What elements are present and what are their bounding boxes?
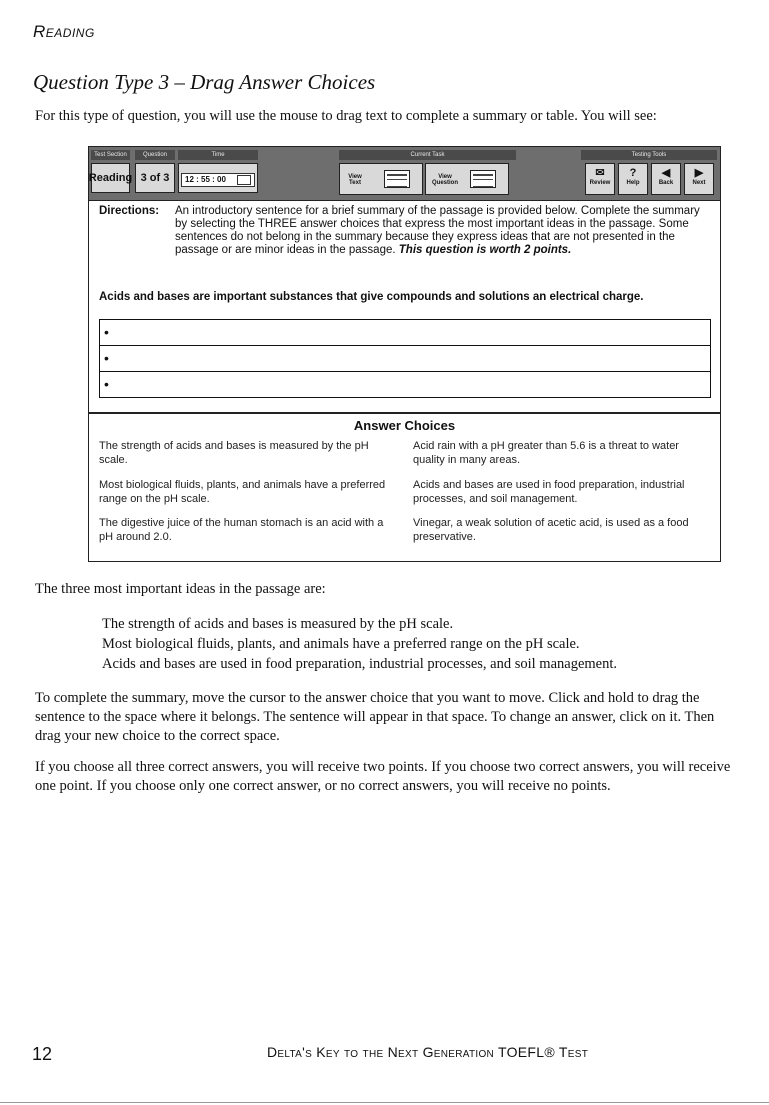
back-arrow-icon: ◀ xyxy=(661,167,671,179)
time-label: Time xyxy=(178,150,258,160)
answer-choice[interactable]: Most biological fluids, plants, and animals have a preferred range on the pH scale. xyxy=(99,479,386,505)
directions-label: Directions: xyxy=(99,205,160,217)
view-question-label: View Question xyxy=(431,174,458,186)
next-button[interactable] xyxy=(684,163,714,195)
answer-choice[interactable]: The digestive juice of the human stomach is an acid with a pH around 2.0. xyxy=(99,517,384,543)
bottom-rule xyxy=(0,1102,769,1103)
hide-time-toggle[interactable] xyxy=(237,175,251,185)
summary-drop-slot-3[interactable] xyxy=(99,371,711,398)
help-label: Help xyxy=(626,180,640,186)
next-arrow-icon: ▶ xyxy=(694,167,704,179)
current-task-label: Current Task xyxy=(339,150,516,160)
help-button[interactable] xyxy=(618,163,648,195)
window-icon xyxy=(384,170,410,188)
answer-choice[interactable]: Vinegar, a weak solution of acetic acid, is used as a food preservative. xyxy=(413,517,689,543)
time-display: 12 : 55 : 00 xyxy=(181,173,255,187)
review-button[interactable] xyxy=(585,163,615,195)
review-icon: ✉ xyxy=(595,167,605,179)
window-icon xyxy=(470,170,496,188)
scoring-paragraph: If you choose all three correct answers, you will receive two points. If you choose two correct answers, you will receive one point. If you choose only one correct answer, or no correct answers, you will receive no points. xyxy=(35,759,731,794)
back-button[interactable] xyxy=(651,163,681,195)
test-section-label: Test Section xyxy=(91,150,130,160)
idea-item: Acids and bases are used in food preparation, industrial processes, and soil management. xyxy=(102,656,618,672)
review-label: Review xyxy=(589,180,611,186)
instructions-paragraph: To complete the summary, move the cursor to the answer choice that you want to move. Click and hold to drag the sentence to the space where it belongs. The sentence will appear in that space. To change an answer, click on it. Then drag your new choice to the correct space. xyxy=(35,690,715,744)
view-text-button[interactable] xyxy=(339,163,423,195)
question-label: Question xyxy=(135,150,175,160)
view-question-button[interactable] xyxy=(425,163,509,195)
ideas-lead: The three most important ideas in the passage are: xyxy=(35,581,326,597)
test-section-value: Reading xyxy=(91,163,130,193)
idea-item: Most biological fluids, plants, and animals have a preferred range on the pH scale. xyxy=(102,636,580,652)
test-toolbar xyxy=(89,147,720,201)
directions-body: An introductory sentence for a brief summary of the passage is provided below. Complete the summary by selecting the THREE answer choices that express the most important ideas in the passage. Some sentences do not belong in the summary because they express ideas that are not presented in the passage or are minor ideas in the passage. xyxy=(175,205,700,256)
view-text-label: View Text xyxy=(348,174,362,186)
page-number: 12 xyxy=(32,1044,53,1064)
idea-item: The strength of acids and bases is measured by the pH scale. xyxy=(102,616,454,632)
answer-choice[interactable]: Acids and bases are used in food preparation, industrial processes, and soil management. xyxy=(413,479,685,505)
next-label: Next xyxy=(692,180,706,186)
directions-points-note: This question is worth 2 points. xyxy=(398,244,572,256)
help-icon: ? xyxy=(629,167,637,179)
answer-choice[interactable]: Acid rain with a pH greater than 5.6 is a threat to water quality in many areas. xyxy=(413,440,679,466)
directions-text xyxy=(175,205,710,257)
question-type-title: Question Type 3 – Drag Answer Choices xyxy=(33,70,376,94)
summary-drop-slot-2[interactable] xyxy=(99,345,711,372)
testing-tools-label: Testing Tools xyxy=(581,150,717,160)
summary-drop-slot-1[interactable] xyxy=(99,319,711,346)
answer-choices-divider xyxy=(89,412,720,414)
answer-choices-title: Answer Choices xyxy=(353,418,456,433)
book-title: Delta's Key to the Next Generation TOEFL® Test xyxy=(267,1044,589,1060)
intro-text: For this type of question, you will use the mouse to drag text to complete a summary or table. You will see: xyxy=(35,108,657,124)
section-header: Reading xyxy=(33,22,95,41)
test-ui-screenshot xyxy=(88,146,721,562)
summary-prompt: Acids and bases are important substances that give compounds and solutions an electrical charge. xyxy=(99,291,644,303)
back-label: Back xyxy=(658,180,674,186)
answer-choice[interactable]: The strength of acids and bases is measured by the pH scale. xyxy=(99,440,369,466)
question-counter: 3 of 3 xyxy=(135,163,175,193)
